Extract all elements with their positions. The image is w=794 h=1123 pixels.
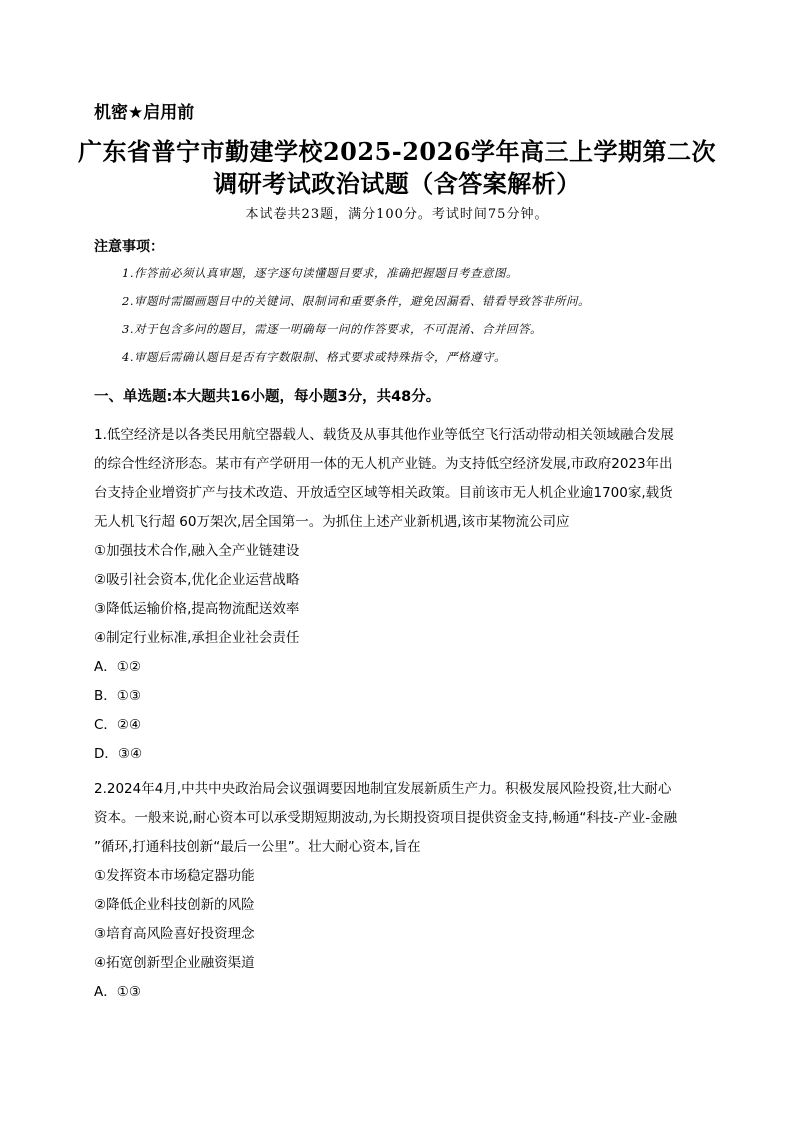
- question-1-statement: ③降低运输价格,提高物流配送效率: [94, 601, 300, 617]
- question-2-statement: ③培育高风险喜好投资理念: [94, 926, 255, 942]
- question-2-stem: 2.2024年4月,中共中央政治局会议强调要因地制宜发展新质生产力。积极发展风险投资,壮大耐心: [94, 781, 672, 797]
- notice-heading: 注意事项：: [94, 239, 164, 255]
- exam-subtitle: 本试卷共23题，满分100分。考试时间75分钟。: [245, 207, 549, 222]
- question-1-statement: ①加强技术合作,融入全产业链建设: [94, 543, 300, 559]
- question-1-option-b: B．①③: [94, 688, 141, 704]
- question-1-option-a: A．①②: [94, 659, 141, 675]
- notice-item: 3.对于包含多问的题目，需逐一明确每一问的作答要求，不可混淆、合并回答。: [122, 322, 542, 336]
- exam-title-line-2: 调研考试政治试题（含答案解析）: [213, 169, 581, 198]
- question-1-option-d: D．③④: [94, 746, 143, 762]
- question-1-statement: ④制定行业标准,承担企业社会责任: [94, 630, 300, 646]
- question-1-stem: 1.低空经济是以各类民用航空器载人、载货及从事其他作业等低空飞行活动带动相关领域融合发展: [94, 427, 674, 443]
- notice-item: 1.作答前必须认真审题，逐字逐句读懂题目要求，准确把握题目考查意图。: [122, 266, 518, 280]
- question-2-option-a: A．①③: [94, 984, 141, 1000]
- confidential-label: 机密★启用前: [94, 103, 195, 123]
- section-heading: 一、单选题:本大题共16小题，每小题3分，共48分。: [94, 389, 441, 405]
- question-1-option-c: C．②④: [94, 717, 142, 733]
- question-2-statement: ②降低企业科技创新的风险: [94, 897, 255, 913]
- notice-item: 2.审题时需圈画题目中的关键词、限制词和重要条件，避免因漏看、错看导致答非所问。: [122, 294, 590, 308]
- question-1-stem: 的综合性经济形态。某市有产学研用一体的无人机产业链。为支持低空经济发展,市政府2023年出: [94, 456, 673, 472]
- notice-item: 4.审题后需确认题目是否有字数限制、格式要求或特殊指令，严格遵守。: [122, 350, 506, 364]
- question-1-statement: ②吸引社会资本,优化企业运营战略: [94, 572, 300, 588]
- question-1-stem: 台支持企业增资扩产与技术改造、开放适空区域等相关政策。目前该市无人机企业逾1700家,载货: [94, 485, 673, 501]
- question-2-statement: ④拓宽创新型企业融资渠道: [94, 955, 255, 971]
- question-2-stem: 资本。一般来说,耐心资本可以承受期短期波动,为长期投资项目提供资金支持,畅通“科技-产业-金融: [94, 810, 678, 826]
- question-2-stem: ”循环,打通科技创新“最后一公里”。壮大耐心资本,旨在: [94, 839, 421, 855]
- exam-title-line-1: 广东省普宁市勤建学校2025-2026学年高三上学期第二次: [77, 137, 717, 166]
- question-1-stem: 无人机飞行超 60万架次,居全国第一。为抓住上述产业新机遇,该市某物流公司应: [94, 514, 570, 530]
- question-2-statement: ①发挥资本市场稳定器功能: [94, 868, 255, 884]
